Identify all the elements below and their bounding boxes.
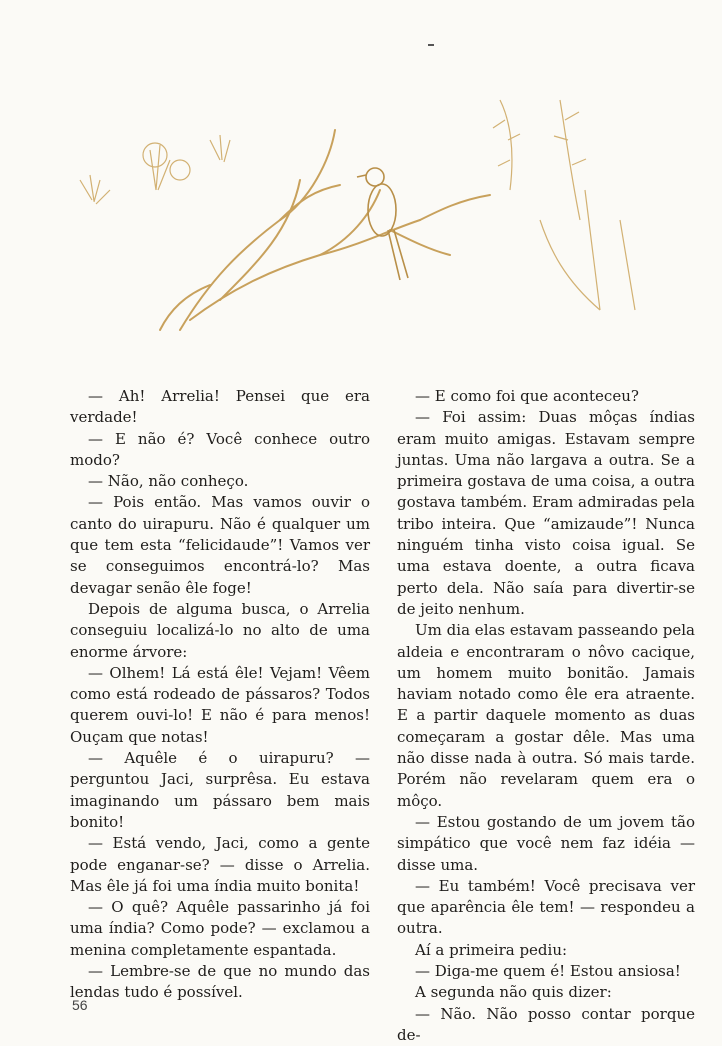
- paragraph: — Está vendo, Jaci, como a gente pode enganar-se? — disse o Arrelia. Mas êle já foi uma índia muito bonita!: [70, 834, 370, 895]
- paragraph: — Não, não conheço.: [88, 472, 249, 491]
- right-text-column: [397, 386, 695, 1046]
- uirapuru-illustration: [60, 80, 660, 340]
- paragraph: — Olhem! Lá está êle! Vejam! Vêem como está rodeado de pássaros? Todos querem ouvi-lo! E não é para menos! Ouçam que notas!: [70, 663, 370, 746]
- paragraph: — Estou gostando de um jovem tão simpático que você nem faz idéia — disse uma.: [397, 812, 695, 874]
- paragraph: — Foi assim: Duas môças índias eram muito amigas. Estavam sempre juntas. Uma não largava a outra. Se a primeira gostava de uma coisa, a outra gostava também. Eram admiradas pela tribo inteira. Que “amizaude”! Nunca ninguém tinha visto coisa igual. Se uma estava doente, a outra ficava perto dela. Não saía para divertir-se de jeito nenhum.: [397, 408, 695, 618]
- paragraph: — Não. Não posso contar porque de-: [397, 1004, 695, 1044]
- paragraph: — Lembre-se de que no mundo das lendas tudo é possível.: [70, 962, 370, 1002]
- bird-icon: [357, 168, 408, 280]
- paragraph: — Ah! Arrelia! Pensei que era verdade!: [70, 387, 370, 427]
- paragraph: — Diga-me quem é! Estou ansiosa!: [415, 962, 681, 981]
- paragraph: — E não é? Você conhece outro modo?: [70, 429, 370, 469]
- paragraph: — Eu também! Você precisava ver que aparência êle tem! — respondeu a outra.: [397, 876, 695, 938]
- paragraph: — E como foi que aconteceu?: [415, 387, 639, 405]
- left-text-column: [70, 386, 370, 1004]
- paragraph: Aí a primeira pediu:: [415, 940, 568, 959]
- paragraph: Depois de alguma busca, o Arrelia conseguiu localizá-lo no alto de uma enorme árvore:: [70, 599, 370, 661]
- page-number: 56: [72, 997, 88, 1013]
- foliage: [80, 100, 635, 310]
- paragraph: — O quê? Aquêle passarinho já foi uma índia? Como pode? — exclamou a menina completamente espantada.: [70, 898, 370, 959]
- paragraph: — Aquêle é o uirapuru? — perguntou Jaci, surprêsa. Eu estava imaginando um pássaro bem mais bonito!: [70, 749, 370, 831]
- paragraph: Um dia elas estavam passeando pela aldeia e encontraram o nôvo cacique, um homem muito bonitão. Jamais haviam notado como êle era atraente. E a partir daquele momento as duas começaram a gostar dêle. Mas uma não disse nada à outra. Só mais tarde. Porém não revelaram quem era o môço.: [397, 621, 695, 810]
- paragraph: A segunda não quis dizer:: [415, 983, 612, 1002]
- tree-branches: [160, 130, 490, 330]
- paragraph: — Pois então. Mas vamos ouvir o canto do uirapuru. Não é qualquer um que tem esta “felicidaude”! Vamos ver se conseguimos encontrá-lo? Mas devagar senão êle foge!: [70, 493, 370, 597]
- page-mark: [428, 44, 434, 46]
